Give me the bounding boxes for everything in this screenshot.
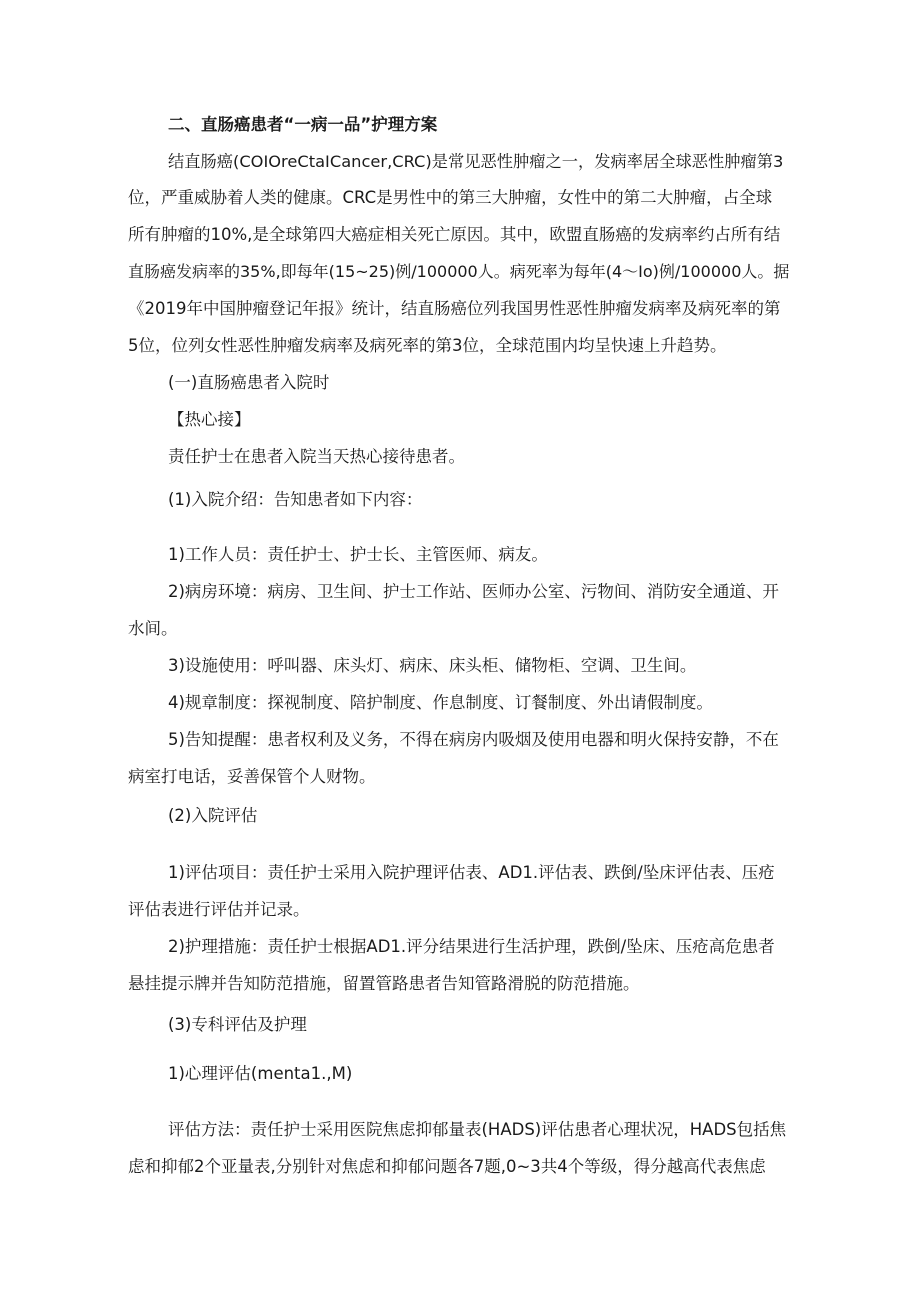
list-item: 2)护理措施：责任护士根据AD1.评分结果进行生活护理，跌倒/坠床、压疮高危患者 [168, 937, 775, 956]
paragraph-line: 位，严重威胁着人类的健康。CRC是男性中的第三大肿瘤，女性中的第二大肿瘤，占全球 [128, 188, 773, 207]
list-item: 1)工作人员：责任护士、护士长、主管医师、病友。 [168, 545, 548, 564]
list-heading: (1)入院介绍：告知患者如下内容： [168, 490, 423, 509]
section-heading: 二、直肠癌患者“一病一品”护理方案 [168, 115, 438, 134]
list-item: 4)规章制度：探视制度、陪护制度、作息制度、订餐制度、外出请假制度。 [168, 693, 713, 712]
paragraph-line: 直肠癌发病率的35%,即每年(15~25)例/100000人。病死率为每年(4～Io)例/100000人。据 [128, 262, 790, 281]
list-item-continued: 悬挂提示牌并告知防范措施，留置管路患者告知管路滑脱的防范措施。 [128, 974, 640, 993]
paragraph-line: 虑和抑郁2个亚量表,分别针对焦虑和抑郁问题各7题,0~3共4个等级，得分越高代表焦虑 [128, 1157, 766, 1176]
paragraph-line: 责任护士在患者入院当天热心接待患者。 [168, 447, 465, 466]
list-heading: (3)专科评估及护理 [168, 1015, 307, 1034]
list-heading: (2)入院评估 [168, 806, 258, 825]
paragraph-line: 评估方法：责任护士采用医院焦虑抑郁量表(HADS)评估患者心理状况，HADS包括焦 [168, 1120, 787, 1139]
list-item: 1)心理评估(menta1.,M) [168, 1064, 353, 1083]
paragraph-line: 《2019年中国肿瘤登记年报》统计，结直肠癌位列我国男性恶性肿瘤发病率及病死率的第 [128, 299, 781, 318]
list-item: 1)评估项目：责任护士采用入院护理评估表、AD1.评估表、跌倒/坠床评估表、压疮 [168, 863, 775, 882]
list-item-continued: 病室打电话，妥善保管个人财物。 [128, 767, 376, 786]
list-item: 5)告知提醒：患者权利及义务，不得在病房内吸烟及使用电器和明火保持安静，不在 [168, 730, 779, 749]
paragraph-line: 所有肿瘤的10%,是全球第四大癌症相关死亡原因。其中，欧盟直肠癌的发病率约占所有结 [128, 225, 781, 244]
paragraph-line: 结直肠癌(COIOreCtaICancer,CRC)是常见恶性肿瘤之一，发病率居全球恶性肿瘤第3 [168, 152, 784, 171]
list-item-continued: 评估表进行评估并记录。 [128, 900, 310, 919]
paragraph-line: 5位，位列女性恶性肿瘤发病率及病死率的第3位，全球范围内均呈快速上升趋势。 [128, 336, 727, 355]
section-title: (一)直肠癌患者入院时 [168, 373, 330, 392]
subheading: 【热心接】 [168, 410, 251, 429]
list-item: 2)病房环境：病房、卫生间、护士工作站、医师办公室、污物间、消防安全通道、开 [168, 582, 779, 601]
list-item-continued: 水间。 [128, 619, 178, 638]
list-item: 3)设施使用：呼叫器、床头灯、病床、床头柜、储物柜、空调、卫生间。 [168, 656, 697, 675]
